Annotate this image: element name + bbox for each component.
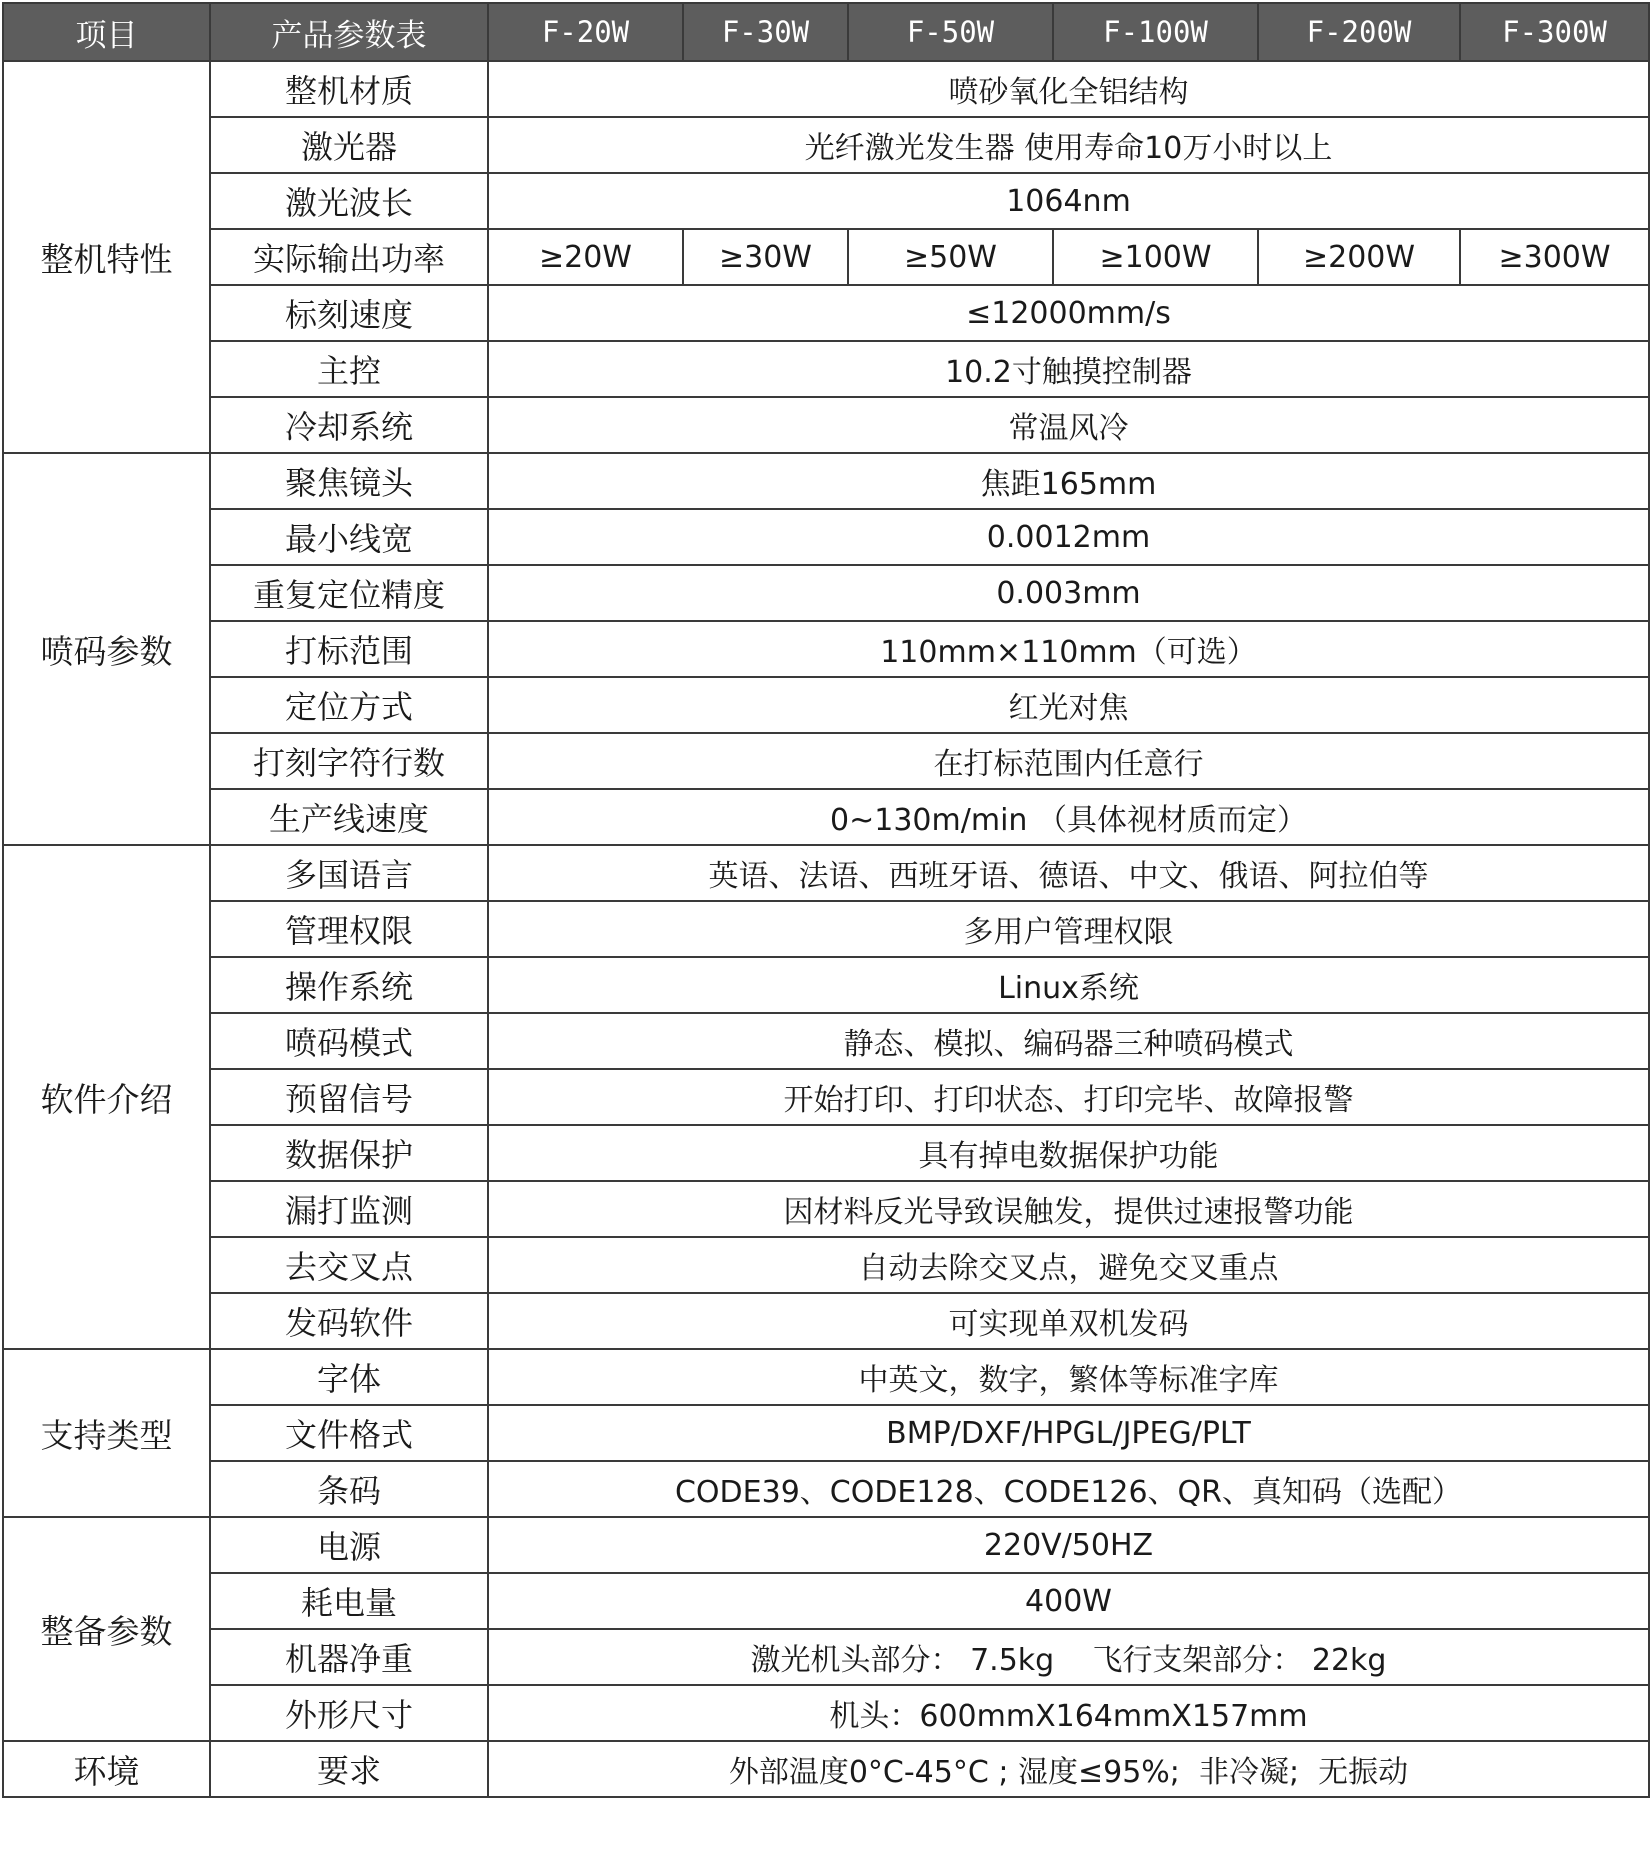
table-row	[3, 957, 1649, 1013]
value-cell: 10.2寸触摸控制器	[488, 341, 1649, 397]
value-cell: 自动去除交叉点，避免交叉重点	[488, 1237, 1649, 1293]
param-cell: 操作系统	[210, 957, 488, 1013]
param-cell: 激光器	[210, 117, 488, 173]
value-cell: 常温风冷	[488, 397, 1649, 453]
value-cell: 多用户管理权限	[488, 901, 1649, 957]
header-model: F-30W	[683, 3, 848, 61]
header-model: F-100W	[1053, 3, 1258, 61]
category-cell: 喷码参数	[3, 453, 210, 845]
value-cell: 光纤激光发生器 使用寿命10万小时以上	[488, 117, 1649, 173]
table-row	[3, 733, 1649, 789]
value-cell: 因材料反光导致误触发，提供过速报警功能	[488, 1181, 1649, 1237]
table-row	[3, 1237, 1649, 1293]
table-row	[3, 397, 1649, 453]
table-row	[3, 1013, 1649, 1069]
table-row	[3, 229, 1649, 285]
table-row	[3, 789, 1649, 845]
table-row	[3, 1461, 1649, 1517]
table-row	[3, 565, 1649, 621]
value-cell: 在打标范围内任意行	[488, 733, 1649, 789]
value-cell: Linux系统	[488, 957, 1649, 1013]
table-header	[3, 3, 1649, 61]
value-cell: 1064nm	[488, 173, 1649, 229]
value-cell: 0.0012mm	[488, 509, 1649, 565]
category-cell: 整备参数	[3, 1517, 210, 1741]
table-row	[3, 1293, 1649, 1349]
table-row	[3, 621, 1649, 677]
param-cell: 标刻速度	[210, 285, 488, 341]
value-cell: CODE39、CODE128、CODE126、QR、真知码（选配）	[488, 1461, 1649, 1517]
table-body	[3, 61, 1649, 1797]
param-cell: 重复定位精度	[210, 565, 488, 621]
param-cell: 喷码模式	[210, 1013, 488, 1069]
table-row	[3, 1069, 1649, 1125]
power-value-cell: ≥300W	[1460, 229, 1649, 285]
param-cell: 漏打监测	[210, 1181, 488, 1237]
param-cell: 耗电量	[210, 1573, 488, 1629]
table-row	[3, 117, 1649, 173]
value-cell: 400W	[488, 1573, 1649, 1629]
header-model: F-200W	[1258, 3, 1460, 61]
table-row	[3, 341, 1649, 397]
table-row	[3, 453, 1649, 509]
table-row	[3, 285, 1649, 341]
param-cell: 条码	[210, 1461, 488, 1517]
param-cell: 管理权限	[210, 901, 488, 957]
param-cell: 多国语言	[210, 845, 488, 901]
value-cell: 0.003mm	[488, 565, 1649, 621]
value-cell: 英语、法语、西班牙语、德语、中文、俄语、阿拉伯等	[488, 845, 1649, 901]
power-value-cell: ≥50W	[848, 229, 1053, 285]
value-cell: 0~130m/min （具体视材质而定）	[488, 789, 1649, 845]
value-cell: 110mm×110mm（可选）	[488, 621, 1649, 677]
param-cell: 机器净重	[210, 1629, 488, 1685]
table-row	[3, 1349, 1649, 1405]
header-item: 项目	[3, 3, 210, 61]
table-row	[3, 1125, 1649, 1181]
param-cell: 打标范围	[210, 621, 488, 677]
value-cell: 机头：600mmX164mmX157mm	[488, 1685, 1649, 1741]
param-cell: 数据保护	[210, 1125, 488, 1181]
power-value-cell: ≥20W	[488, 229, 683, 285]
value-cell: 可实现单双机发码	[488, 1293, 1649, 1349]
table-row	[3, 1573, 1649, 1629]
category-cell: 整机特性	[3, 61, 210, 453]
value-cell: BMP/DXF/HPGL/JPEG/PLT	[488, 1405, 1649, 1461]
param-cell: 发码软件	[210, 1293, 488, 1349]
header-model: F-20W	[488, 3, 683, 61]
param-cell: 生产线速度	[210, 789, 488, 845]
table-row	[3, 1517, 1649, 1573]
header-model: F-300W	[1460, 3, 1649, 61]
power-value-cell: ≥30W	[683, 229, 848, 285]
param-cell: 冷却系统	[210, 397, 488, 453]
value-cell: 具有掉电数据保护功能	[488, 1125, 1649, 1181]
value-cell: 外部温度0°C-45°C ; 湿度≤95%; 非冷凝; 无振动	[488, 1741, 1649, 1797]
power-value-cell: ≥200W	[1258, 229, 1460, 285]
table-row	[3, 677, 1649, 733]
header-row	[3, 3, 1649, 61]
table-row	[3, 173, 1649, 229]
param-cell: 定位方式	[210, 677, 488, 733]
param-cell: 整机材质	[210, 61, 488, 117]
table-row	[3, 1629, 1649, 1685]
value-cell: 静态、模拟、编码器三种喷码模式	[488, 1013, 1649, 1069]
value-cell: 激光机头部分： 7.5kg 飞行支架部分： 22kg	[488, 1629, 1649, 1685]
table-row	[3, 1685, 1649, 1741]
param-cell: 外形尺寸	[210, 1685, 488, 1741]
param-cell: 主控	[210, 341, 488, 397]
table-row	[3, 845, 1649, 901]
value-cell: 220V/50HZ	[488, 1517, 1649, 1573]
table-row	[3, 1741, 1649, 1797]
param-cell: 文件格式	[210, 1405, 488, 1461]
value-cell: ≤12000mm/s	[488, 285, 1649, 341]
param-cell: 打刻字符行数	[210, 733, 488, 789]
value-cell: 开始打印、打印状态、打印完毕、故障报警	[488, 1069, 1649, 1125]
header-model: F-50W	[848, 3, 1053, 61]
category-cell: 支持类型	[3, 1349, 210, 1517]
param-cell: 聚焦镜头	[210, 453, 488, 509]
param-cell: 要求	[210, 1741, 488, 1797]
header-param: 产品参数表	[210, 3, 488, 61]
spec-table	[2, 2, 1650, 1798]
table-row	[3, 1181, 1649, 1237]
value-cell: 焦距165mm	[488, 453, 1649, 509]
param-cell: 实际输出功率	[210, 229, 488, 285]
value-cell: 红光对焦	[488, 677, 1649, 733]
table-row	[3, 1405, 1649, 1461]
param-cell: 最小线宽	[210, 509, 488, 565]
value-cell: 喷砂氧化全铝结构	[488, 61, 1649, 117]
category-cell: 软件介绍	[3, 845, 210, 1349]
value-cell: 中英文，数字，繁体等标准字库	[488, 1349, 1649, 1405]
table-row	[3, 901, 1649, 957]
param-cell: 预留信号	[210, 1069, 488, 1125]
category-cell: 环境	[3, 1741, 210, 1797]
param-cell: 激光波长	[210, 173, 488, 229]
param-cell: 电源	[210, 1517, 488, 1573]
param-cell: 字体	[210, 1349, 488, 1405]
power-value-cell: ≥100W	[1053, 229, 1258, 285]
table-row	[3, 509, 1649, 565]
param-cell: 去交叉点	[210, 1237, 488, 1293]
table-row	[3, 61, 1649, 117]
